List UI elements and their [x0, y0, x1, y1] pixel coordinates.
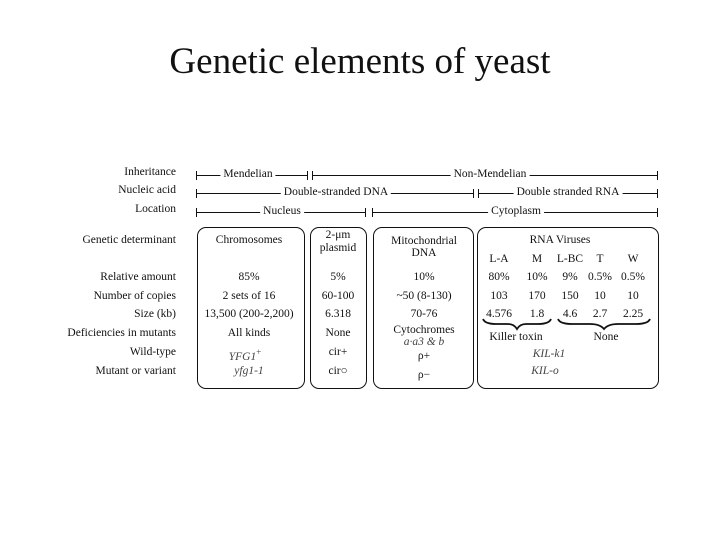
row-label-nucleic-acid: Nucleic acid: [118, 184, 176, 196]
mito-name-line2: DNA: [411, 247, 437, 259]
chromosomes-mutant: yfg1-1: [234, 365, 264, 377]
span-label-cytoplasm: Cytoplasm: [488, 205, 544, 218]
rna-copies-t: 10: [594, 290, 606, 302]
plasmid-deficiency: None: [325, 327, 351, 339]
rna-size-lbc: 4.6: [562, 308, 578, 320]
row-label-size: Size (kb): [134, 308, 176, 320]
plasmid-size: 6.318: [325, 308, 351, 320]
plasmid-amount: 5%: [330, 271, 346, 283]
rna-mutant: KIL-o: [531, 365, 559, 377]
mito-copies: ~50 (8-130): [396, 290, 452, 302]
mito-mutant: ρ−: [417, 369, 431, 381]
span-label-non-mendelian: Non-Mendelian: [451, 168, 530, 181]
plasmid-copies: 60-100: [321, 290, 355, 302]
rna-amount-lbc: 9%: [562, 271, 578, 283]
row-label-inheritance: Inheritance: [124, 166, 176, 178]
row-label-genetic-determinant: Genetic determinant: [82, 234, 176, 246]
row-label-number-of-copies: Number of copies: [93, 290, 176, 302]
rna-name: RNA Viruses: [529, 234, 591, 246]
rna-none: None: [593, 331, 619, 343]
plasmid-wild-type: cir+: [328, 346, 348, 358]
rna-amount-m: 10%: [526, 271, 548, 283]
row-label-wild-type: Wild-type: [129, 346, 176, 358]
span-label-ds-dna: Double-stranded DNA: [281, 186, 391, 199]
rna-wild-type: KIL-k1: [532, 348, 566, 360]
mito-amount: 10%: [413, 271, 435, 283]
chromosomes-wild-type-sup: +: [256, 347, 262, 357]
plasmid-name-line1: 2-μm: [325, 229, 351, 241]
row-label-deficiencies: Deficiencies in mutants: [67, 327, 176, 339]
rna-killer-toxin: Killer toxin: [489, 331, 543, 343]
span-label-ds-rna: Double stranded RNA: [514, 186, 623, 199]
plasmid-name-line2: plasmid: [319, 242, 357, 254]
rna-copies-w: 10: [627, 290, 639, 302]
rna-size-m: 1.8: [529, 308, 545, 320]
rna-col-lbc: L-BC: [556, 253, 584, 265]
rna-col-w: W: [627, 253, 639, 265]
rna-col-t: T: [596, 253, 604, 265]
mito-wild-type: ρ+: [417, 350, 431, 362]
rna-copies-m: 170: [528, 290, 546, 302]
row-label-mutant: Mutant or variant: [95, 365, 176, 377]
rna-amount-la: 80%: [488, 271, 510, 283]
rna-amount-t: 0.5%: [588, 271, 612, 283]
chromosomes-wild-type-gene: YFG1: [228, 350, 257, 363]
rna-copies-la: 103: [490, 290, 508, 302]
rna-size-w: 2.25: [622, 308, 644, 320]
span-label-nucleus: Nucleus: [260, 205, 304, 218]
row-label-relative-amount: Relative amount: [100, 271, 176, 283]
rna-copies-lbc: 150: [561, 290, 579, 302]
page-title: Genetic elements of yeast: [169, 41, 551, 82]
mito-name-line1: Mitochondrial: [391, 235, 457, 247]
rna-col-la: L-A: [489, 253, 509, 265]
chromosomes-name: Chromosomes: [215, 234, 283, 246]
rna-size-la: 4.576: [486, 308, 512, 320]
chromosomes-deficiency: All kinds: [227, 327, 271, 339]
rna-amount-w: 0.5%: [621, 271, 645, 283]
mito-size: 70-76: [410, 308, 438, 320]
rna-col-m: M: [531, 253, 543, 265]
chromosomes-copies: 2 sets of 16: [222, 290, 276, 302]
mito-deficiency-detail: a·a3 & b: [403, 336, 445, 348]
mito-deficiency: Cytochromes: [393, 324, 455, 336]
plasmid-mutant: cir○: [328, 365, 348, 377]
chromosomes-amount: 85%: [238, 271, 260, 283]
row-label-location: Location: [135, 203, 176, 215]
rna-size-t: 2.7: [592, 308, 608, 320]
span-label-mendelian: Mendelian: [220, 168, 275, 181]
chromosomes-size: 13,500 (200-2,200): [204, 308, 294, 320]
